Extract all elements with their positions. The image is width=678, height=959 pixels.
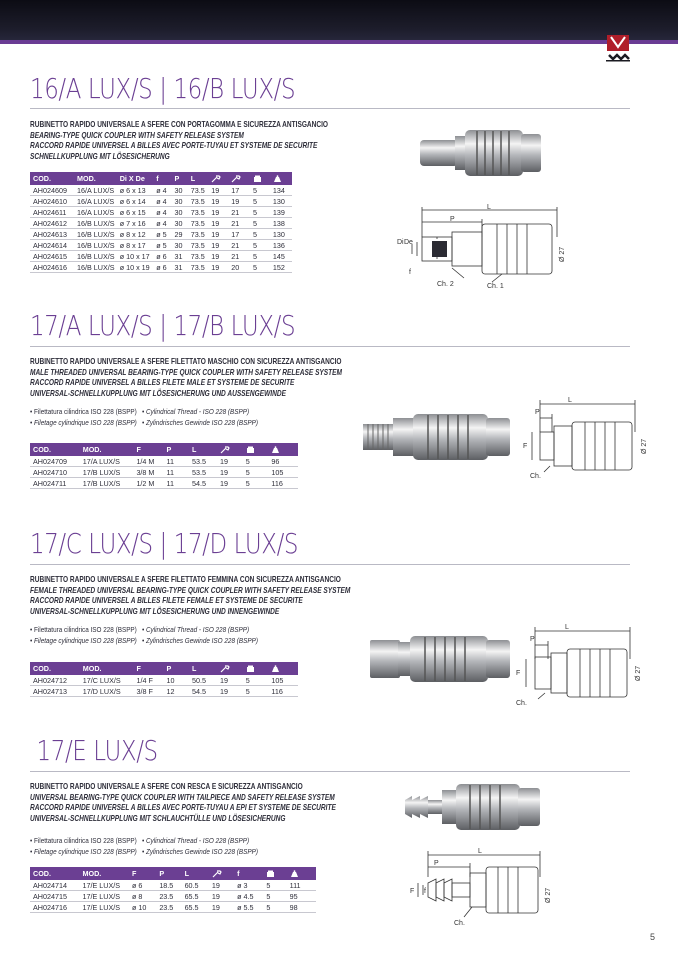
table-cell: AH024612 (30, 218, 74, 229)
table-cell: AH024615 (30, 251, 74, 262)
technical-drawing-17cd (510, 619, 655, 709)
table-cell: ø 6 x 14 (117, 196, 154, 207)
dim-d27-label: Ø 27 (635, 665, 642, 681)
spec-table (30, 443, 298, 489)
table-cell: 19 (208, 251, 228, 262)
table-row (30, 229, 292, 240)
table-cell: 5 (250, 218, 270, 229)
technical-drawing-17ab (520, 392, 660, 482)
table-cell: 19 (208, 196, 228, 207)
table-cell: 105 (268, 467, 298, 478)
table-cell: 11 (164, 478, 190, 489)
weight-icon (268, 662, 298, 675)
dim-p-label: P (530, 636, 535, 643)
table-cell: 73.5 (188, 218, 209, 229)
table-header (30, 172, 292, 185)
technical-drawing-16 (392, 202, 582, 297)
desc-it: RUBINETTO RAPIDO UNIVERSALE A SFERE FILETTATO FEMMINA CON SICUREZZA ANTISGANCIO (30, 575, 341, 584)
table-cell: 16/B LUX/S (74, 251, 117, 262)
table-row (30, 686, 298, 697)
spec-table (30, 662, 298, 697)
section-divider (30, 771, 630, 772)
table-cell: 17/A LUX/S (80, 456, 134, 467)
table-cell: 31 (171, 251, 187, 262)
product-photo-17cd (365, 630, 515, 690)
col-dixde: Di X De (117, 172, 154, 185)
box-icon (243, 662, 269, 675)
desc-it: RUBINETTO RAPIDO UNIVERSALE A SFERE FILETTATO MASCHIO CON SICUREZZA ANTISGANCIO (30, 357, 342, 366)
table-cell: 31 (171, 262, 187, 273)
table-cell: 19 (217, 456, 243, 467)
table-cell: 16/A LUX/S (74, 185, 117, 196)
table-cell: ø 6 x 15 (117, 207, 154, 218)
thread-it: • Filettatura cilindrica ISO 228 (BSPP) (30, 625, 137, 634)
table-cell: ø 3 (234, 880, 263, 891)
col-cod: COD. (30, 662, 80, 675)
table-cell: 65.5 (182, 902, 209, 913)
table-cell: 21 (228, 207, 250, 218)
table-row (30, 891, 316, 902)
weight-icon (270, 172, 292, 185)
desc-fr: RACCORD RAPIDE UNIVERSEL A BILLES FILETE FEMALE ET SYSTEME DE SECURITE (30, 596, 303, 605)
table-cell: 98 (287, 902, 316, 913)
table-cell: 29 (171, 229, 187, 240)
table-cell: 5 (243, 478, 269, 489)
table-cell: 105 (268, 675, 298, 686)
col-p: P (163, 662, 189, 675)
table-cell: 11 (164, 467, 190, 478)
table-cell: 95 (287, 891, 316, 902)
table-cell: 19 (209, 880, 234, 891)
table-cell: AH024614 (30, 240, 74, 251)
table-cell: 21 (228, 251, 250, 262)
thread-it: • Filettatura cilindrica ISO 228 (BSPP) (30, 836, 137, 845)
table-cell: 5 (250, 207, 270, 218)
col-l: L (188, 172, 209, 185)
table-cell: 5 (250, 185, 270, 196)
ch-label: Ch. (530, 473, 541, 480)
section-title: 17/E LUX/S (36, 734, 158, 767)
table-cell: ø 6 (153, 251, 171, 262)
table-cell: 54.5 (189, 478, 217, 489)
col-p: P (171, 172, 187, 185)
table-cell: 134 (270, 185, 292, 196)
dim-f-label: F (523, 443, 528, 450)
desc-de: UNIVERSAL-SCHNELLKUPPLUNG MIT LÖSESICHERUNG UND INNENGEWINDE (30, 606, 280, 616)
table-cell: 5 (250, 262, 270, 273)
table-cell: 30 (171, 240, 187, 251)
dim-p-label: P (450, 216, 455, 223)
thread-fr: • Filetage cylindrique ISO 228 (BSPP) (30, 636, 137, 645)
table-row (30, 262, 292, 273)
table-cell: 16/B LUX/S (74, 262, 117, 273)
table-cell: 30 (171, 218, 187, 229)
ch-label: Ch. (516, 700, 527, 707)
table-cell: 138 (270, 218, 292, 229)
table-cell: 17 (228, 185, 250, 196)
table-cell: 17/B LUX/S (80, 467, 134, 478)
table-cell: 16/B LUX/S (74, 240, 117, 251)
table-cell: 145 (270, 251, 292, 262)
dim-l-label: L (568, 397, 572, 404)
table-cell: 19 (217, 467, 243, 478)
desc-fr: RACCORD RAPIDE UNIVERSEL A BILLES FILETE MALE ET SYSTEME DE SECURITE (30, 378, 295, 387)
table-cell: 3/8 F (134, 686, 164, 697)
table-cell: 73.5 (188, 229, 209, 240)
desc-de: UNIVERSAL-SCHNELLKUPPLUNG MIT LÖSESICHERUNG UND AUSSENGEWINDE (30, 388, 286, 398)
table-cell: ø 4 (153, 196, 171, 207)
desc-en: MALE THREADED UNIVERSAL BEARING-TYPE QUICK COUPLER WITH SAFETY RELEASE SYSTEM (30, 367, 342, 377)
table-cell: 19 (208, 207, 228, 218)
table-cell: 16/A LUX/S (74, 196, 117, 207)
table-cell: 116 (268, 478, 298, 489)
col-p: P (156, 867, 181, 880)
table-cell: 20 (228, 262, 250, 273)
col-cod: COD. (30, 172, 74, 185)
table-body (30, 185, 292, 273)
table-cell: 18.5 (156, 880, 181, 891)
table-cell: 19 (217, 686, 243, 697)
table-cell: 21 (228, 218, 250, 229)
table-row (30, 902, 316, 913)
desc-fr: RACCORD RAPIDE UNIVERSEL A BILLES AVEC PORTE-TUYAU ET SYSTEME DE SECURITE (30, 141, 318, 150)
table-row (30, 675, 298, 686)
desc-de: SCHNELLKUPPLUNG MIT LÖSESICHERUNG (30, 151, 170, 161)
thread-en: • Cylindrical Thread - ISO 228 (BSPP) (141, 625, 250, 634)
table-cell: ø 4.5 (234, 891, 263, 902)
table-cell: 5 (243, 686, 269, 697)
box-icon (250, 172, 270, 185)
dim-f-label: F (516, 670, 521, 677)
table-cell: 130 (270, 229, 292, 240)
table-cell: AH024715 (30, 891, 80, 902)
table-cell: ø 4 (153, 185, 171, 196)
table-cell: 17/B LUX/S (80, 478, 134, 489)
table-cell: 19 (208, 218, 228, 229)
product-photo-16 (415, 118, 555, 188)
table-cell: 65.5 (182, 891, 209, 902)
col-p: P (164, 443, 190, 456)
table-cell: 96 (268, 456, 298, 467)
table-cell: 73.5 (188, 240, 209, 251)
table-cell: 73.5 (188, 185, 209, 196)
table-cell: 5 (263, 880, 286, 891)
header-accent-line (0, 40, 678, 44)
desc-it: RUBINETTO RAPIDO UNIVERSALE A SFERE CON RESCA E SICUREZZA ANTISGANCIO (30, 782, 303, 791)
table-cell: 73.5 (188, 207, 209, 218)
table-row (30, 251, 292, 262)
thread-fr: • Filetage cylindrique ISO 228 (BSPP) (30, 847, 137, 856)
table-cell: 17/E LUX/S (80, 891, 130, 902)
dim-d27-label: Ø 27 (641, 438, 648, 454)
spec-table (30, 867, 316, 913)
col-mod: MOD. (80, 662, 134, 675)
table-cell: 53.5 (189, 456, 217, 467)
col-f: F (129, 867, 156, 880)
ch1-label: Ch. 1 (487, 283, 504, 290)
spec-table (30, 172, 292, 273)
table-cell: 19 (208, 185, 228, 196)
thread-de: • Zylindrisches Gewinde ISO 228 (BSPP) (141, 847, 258, 856)
dim-p-label: P (535, 409, 540, 416)
table-cell: 16/B LUX/S (74, 229, 117, 240)
thread-de: • Zylindrisches Gewinde ISO 228 (BSPP) (141, 636, 258, 645)
desc-en: FEMALE THREADED UNIVERSAL BEARING-TYPE QUICK COUPLER WITH SAFETY RELEASE SYSTEM (30, 585, 351, 595)
desc-en: UNIVERSAL BEARING-TYPE QUICK COUPLER WITH TAILPIECE AND SAFETY RELEASE SYSTEM (30, 792, 335, 802)
product-photo-17ab (358, 408, 518, 468)
weight-icon (287, 867, 316, 880)
table-cell: 19 (208, 229, 228, 240)
table-row (30, 456, 298, 467)
table-cell: 1/2 M (133, 478, 163, 489)
section-title: 17/C LUX/S | 17/D LUX/S (30, 527, 299, 560)
table-cell: 5 (243, 467, 269, 478)
table-cell: 16/A LUX/S (74, 207, 117, 218)
table-cell: 111 (287, 880, 316, 891)
table-cell: 30 (171, 185, 187, 196)
desc-fr: RACCORD RAPIDE UNIVERSEL A BILLES AVEC PORTE-TUYAU A EPI ET SYSTEME DE SECURITE (30, 803, 336, 812)
table-cell: 1/4 M (133, 456, 163, 467)
col-mod: MOD. (80, 443, 134, 456)
table-row (30, 218, 292, 229)
table-cell: 16/B LUX/S (74, 218, 117, 229)
table-cell: ø 4 (153, 218, 171, 229)
section-divider (30, 564, 630, 565)
table-row (30, 185, 292, 196)
table-cell: AH024610 (30, 196, 74, 207)
table-cell: 116 (268, 686, 298, 697)
table-cell: 50.5 (189, 675, 217, 686)
table-cell: ø 5 (153, 229, 171, 240)
table-cell: 5 (243, 675, 269, 686)
table-cell: ø 4 (153, 207, 171, 218)
dim-d27-label: Ø 27 (545, 887, 552, 903)
page-number: 5 (650, 932, 656, 942)
table-cell: 17/E LUX/S (80, 880, 130, 891)
table-cell: 17 (228, 229, 250, 240)
table-cell: AH024714 (30, 880, 80, 891)
table-cell: 30 (171, 196, 187, 207)
col-small-f: f (234, 867, 263, 880)
wrench-icon (209, 867, 234, 880)
table-cell: ø 6 x 13 (117, 185, 154, 196)
table-cell: 73.5 (188, 251, 209, 262)
table-cell: 5 (250, 240, 270, 251)
table-body (30, 456, 298, 489)
table-cell: AH024716 (30, 902, 80, 913)
table-cell: 53.5 (189, 467, 217, 478)
table-cell: AH024712 (30, 675, 80, 686)
table-cell: 130 (270, 196, 292, 207)
dim-d27-label: Ø 27 (559, 246, 566, 262)
section-title: 17/A LUX/S | 17/B LUX/S (30, 309, 296, 342)
table-cell: 17/E LUX/S (80, 902, 130, 913)
table-header (30, 867, 316, 880)
table-cell: AH024611 (30, 207, 74, 218)
table-cell: 73.5 (188, 262, 209, 273)
col-l: L (189, 662, 217, 675)
table-cell: 19 (209, 902, 234, 913)
table-cell: 60.5 (182, 880, 209, 891)
table-cell: ø 8 x 12 (117, 229, 154, 240)
table-header (30, 662, 298, 675)
table-cell: 136 (270, 240, 292, 251)
table-cell: 17/D LUX/S (80, 686, 134, 697)
table-cell: ø 6 (129, 880, 156, 891)
section-title: 16/A LUX/S | 16/B LUX/S (30, 72, 296, 105)
section-divider (30, 346, 630, 347)
dim-l-label: L (487, 204, 491, 211)
wrench-icon (217, 662, 243, 675)
table-cell: 19 (217, 675, 243, 686)
table-cell: AH024609 (30, 185, 74, 196)
table-cell: 5 (250, 196, 270, 207)
description (30, 575, 350, 617)
col-l: L (182, 867, 209, 880)
dim-p-label: P (434, 860, 439, 867)
col-f: F (134, 662, 164, 675)
table-cell: ø 5 (153, 240, 171, 251)
description (30, 120, 328, 162)
col-f: F (133, 443, 163, 456)
dim-f-label: f (409, 269, 411, 276)
table-cell: 17/C LUX/S (80, 675, 134, 686)
table-row (30, 240, 292, 251)
box-icon (243, 443, 269, 456)
table-cell: ø 10 (129, 902, 156, 913)
thread-en: • Cylindrical Thread - ISO 228 (BSPP) (141, 407, 250, 416)
wrench-icon (217, 443, 243, 456)
table-cell: 19 (228, 196, 250, 207)
col-cod: COD. (30, 867, 80, 880)
table-row (30, 196, 292, 207)
col-cod: COD. (30, 443, 80, 456)
table-cell: 11 (164, 456, 190, 467)
table-cell: 10 (163, 675, 189, 686)
col-f: f (153, 172, 171, 185)
desc-it: RUBINETTO RAPIDO UNIVERSALE A SFERE CON PORTAGOMMA E SICUREZZA ANTISGANCIO (30, 120, 329, 129)
table-cell: AH024613 (30, 229, 74, 240)
table-cell: ø 10 x 17 (117, 251, 154, 262)
thread-en: • Cylindrical Thread - ISO 228 (BSPP) (141, 836, 250, 845)
table-cell: 139 (270, 207, 292, 218)
table-body (30, 880, 316, 913)
table-body (30, 675, 298, 697)
dim-de-label: De (404, 239, 413, 246)
dim-small-f-label: f (424, 888, 426, 895)
desc-en: BEARING-TYPE QUICK COUPLER WITH SAFETY RELEASE SYSTEM (30, 130, 244, 140)
thread-notes (30, 835, 263, 857)
technical-drawing-17e (410, 845, 560, 930)
table-cell: 19 (208, 262, 228, 273)
table-cell: 73.5 (188, 196, 209, 207)
table-cell: 5 (263, 902, 286, 913)
dim-di-label: Di (397, 239, 404, 246)
ch2-label: Ch. 2 (437, 281, 454, 288)
table-cell: ø 6 (153, 262, 171, 273)
table-cell: 12 (163, 686, 189, 697)
thread-fr: • Filetage cylindrique ISO 228 (BSPP) (30, 418, 137, 427)
table-cell: 21 (228, 240, 250, 251)
table-row (30, 478, 298, 489)
wrench-icon (208, 172, 228, 185)
table-cell: ø 10 x 19 (117, 262, 154, 273)
table-cell: 54.5 (189, 686, 217, 697)
dim-l-label: L (565, 624, 569, 631)
table-cell: ø 5.5 (234, 902, 263, 913)
weight-icon (268, 443, 298, 456)
table-cell: 152 (270, 262, 292, 273)
col-l: L (189, 443, 217, 456)
table-cell: AH024616 (30, 262, 74, 273)
table-cell: 5 (243, 456, 269, 467)
description (30, 782, 336, 824)
dim-l-label: L (478, 848, 482, 855)
logo-icon (603, 33, 633, 63)
header-bar (0, 0, 678, 40)
thread-it: • Filettatura cilindrica ISO 228 (BSPP) (30, 407, 137, 416)
description (30, 357, 342, 399)
table-row (30, 467, 298, 478)
thread-notes (30, 624, 263, 646)
table-cell: 5 (263, 891, 286, 902)
table-cell: 5 (250, 229, 270, 240)
table-cell: 19 (217, 478, 243, 489)
col-mod: MOD. (80, 867, 130, 880)
table-cell: ø 8 x 17 (117, 240, 154, 251)
table-cell: 1/4 F (134, 675, 164, 686)
table-cell: ø 8 (129, 891, 156, 902)
wrench-icon-2 (228, 172, 250, 185)
product-photo-17e (400, 778, 545, 838)
table-cell: AH024713 (30, 686, 80, 697)
dim-f-label: F (410, 888, 415, 895)
table-cell: 30 (171, 207, 187, 218)
table-cell: ø 7 x 16 (117, 218, 154, 229)
thread-notes (30, 406, 263, 428)
table-header (30, 443, 298, 456)
table-cell: 23.5 (156, 891, 181, 902)
table-cell: 3/8 M (133, 467, 163, 478)
table-cell: 5 (250, 251, 270, 262)
col-mod: MOD. (74, 172, 117, 185)
table-cell: 23.5 (156, 902, 181, 913)
box-icon (263, 867, 286, 880)
thread-de: • Zylindrisches Gewinde ISO 228 (BSPP) (141, 418, 258, 427)
table-cell: 19 (209, 891, 234, 902)
section-divider (30, 108, 630, 109)
table-cell: AH024709 (30, 456, 80, 467)
table-cell: AH024711 (30, 478, 80, 489)
table-row (30, 880, 316, 891)
table-cell: AH024710 (30, 467, 80, 478)
ch-label: Ch. (454, 920, 465, 927)
desc-de: UNIVERSAL-SCHNELLKUPPLUNG MIT SCHLAUCHTÜLLE UND LÖSESICHERUNG (30, 813, 286, 823)
table-row (30, 207, 292, 218)
table-cell: 19 (208, 240, 228, 251)
